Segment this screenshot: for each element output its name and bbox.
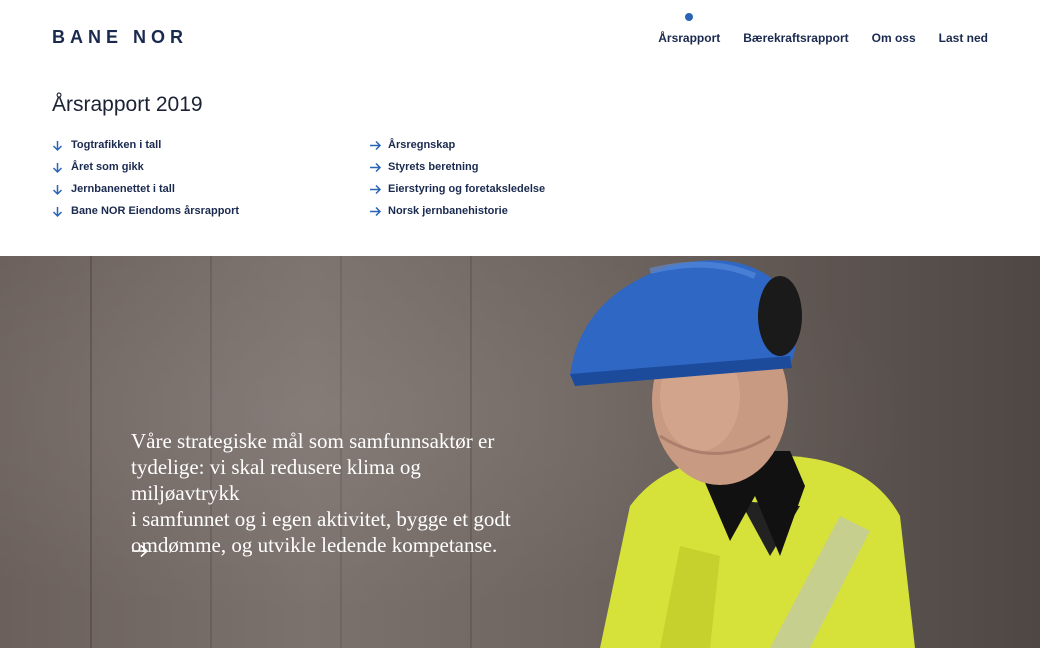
nav-label: Bærekraftsrapport: [743, 31, 849, 45]
nav-label: Last ned: [938, 31, 988, 45]
page-link-styrets-beretning[interactable]: [369, 156, 545, 178]
arrow-right-icon: [369, 162, 388, 173]
link-label: Norsk jernbanehistorie: [388, 205, 508, 217]
logo-mark: [52, 27, 189, 47]
anchor-link-aret-som-gikk[interactable]: [52, 156, 239, 178]
quote-line: tydelige: vi skal redusere klima og miljøavtrykk: [131, 455, 421, 505]
nav-label: Årsrapport: [658, 31, 721, 45]
quote-line: omdømme, og utvikle ledende kompetanse.: [131, 533, 498, 557]
nav-item-om-oss[interactable]: [872, 31, 916, 45]
arrow-down-icon: [52, 162, 71, 173]
arrow-right-icon: [369, 140, 388, 151]
nav-label: Om oss: [871, 31, 916, 45]
anchor-link-jernbanenettet[interactable]: [52, 178, 239, 200]
bane-nor-logo[interactable]: [52, 27, 189, 47]
page-link-eierstyring[interactable]: [369, 178, 545, 200]
active-indicator-dot: [685, 13, 693, 21]
anchor-link-togtrafikken[interactable]: [52, 134, 239, 156]
page-title: Årsrapport 2019: [52, 93, 203, 116]
arrow-down-icon: [52, 184, 71, 195]
hero-quote: [131, 428, 531, 558]
link-label: Året som gikk: [71, 161, 144, 173]
worker-portrait-image: [540, 256, 1040, 648]
anchor-link-eiendom[interactable]: [52, 200, 239, 222]
quote-line: i samfunnet og i egen aktivitet, bygge et godt: [131, 507, 511, 531]
quote-line: Våre strategiske mål som samfunnsaktør er: [131, 429, 495, 453]
read-more-arrow-icon[interactable]: [131, 544, 149, 563]
logo-text: BANE NOR: [52, 27, 189, 47]
page-link-arsregnskap[interactable]: [369, 134, 545, 156]
arrow-down-icon: [52, 140, 71, 151]
link-label: Årsregnskap: [388, 139, 456, 151]
arrow-right-icon: [369, 206, 388, 217]
hero-banner: [0, 256, 1040, 648]
top-nav: [658, 31, 988, 45]
link-label: Jernbanenettet i tall: [71, 183, 175, 195]
link-label: Eierstyring og foretaksledelse: [388, 183, 546, 195]
arrow-right-icon: [369, 184, 388, 195]
nav-item-baerekraftsrapport[interactable]: [743, 31, 848, 45]
anchor-links-list: [52, 134, 239, 222]
page-links-list: [369, 134, 545, 222]
nav-item-arsrapport[interactable]: [658, 31, 720, 45]
arrow-down-icon: [52, 206, 71, 217]
page-link-jernbanehistorie[interactable]: [369, 200, 545, 222]
link-label: Bane NOR Eiendoms årsrapport: [71, 205, 240, 217]
nav-item-last-ned[interactable]: [939, 31, 988, 45]
link-label: Styrets beretning: [388, 161, 479, 173]
link-label: Togtrafikken i tall: [71, 139, 162, 151]
wall-texture: [90, 256, 92, 648]
